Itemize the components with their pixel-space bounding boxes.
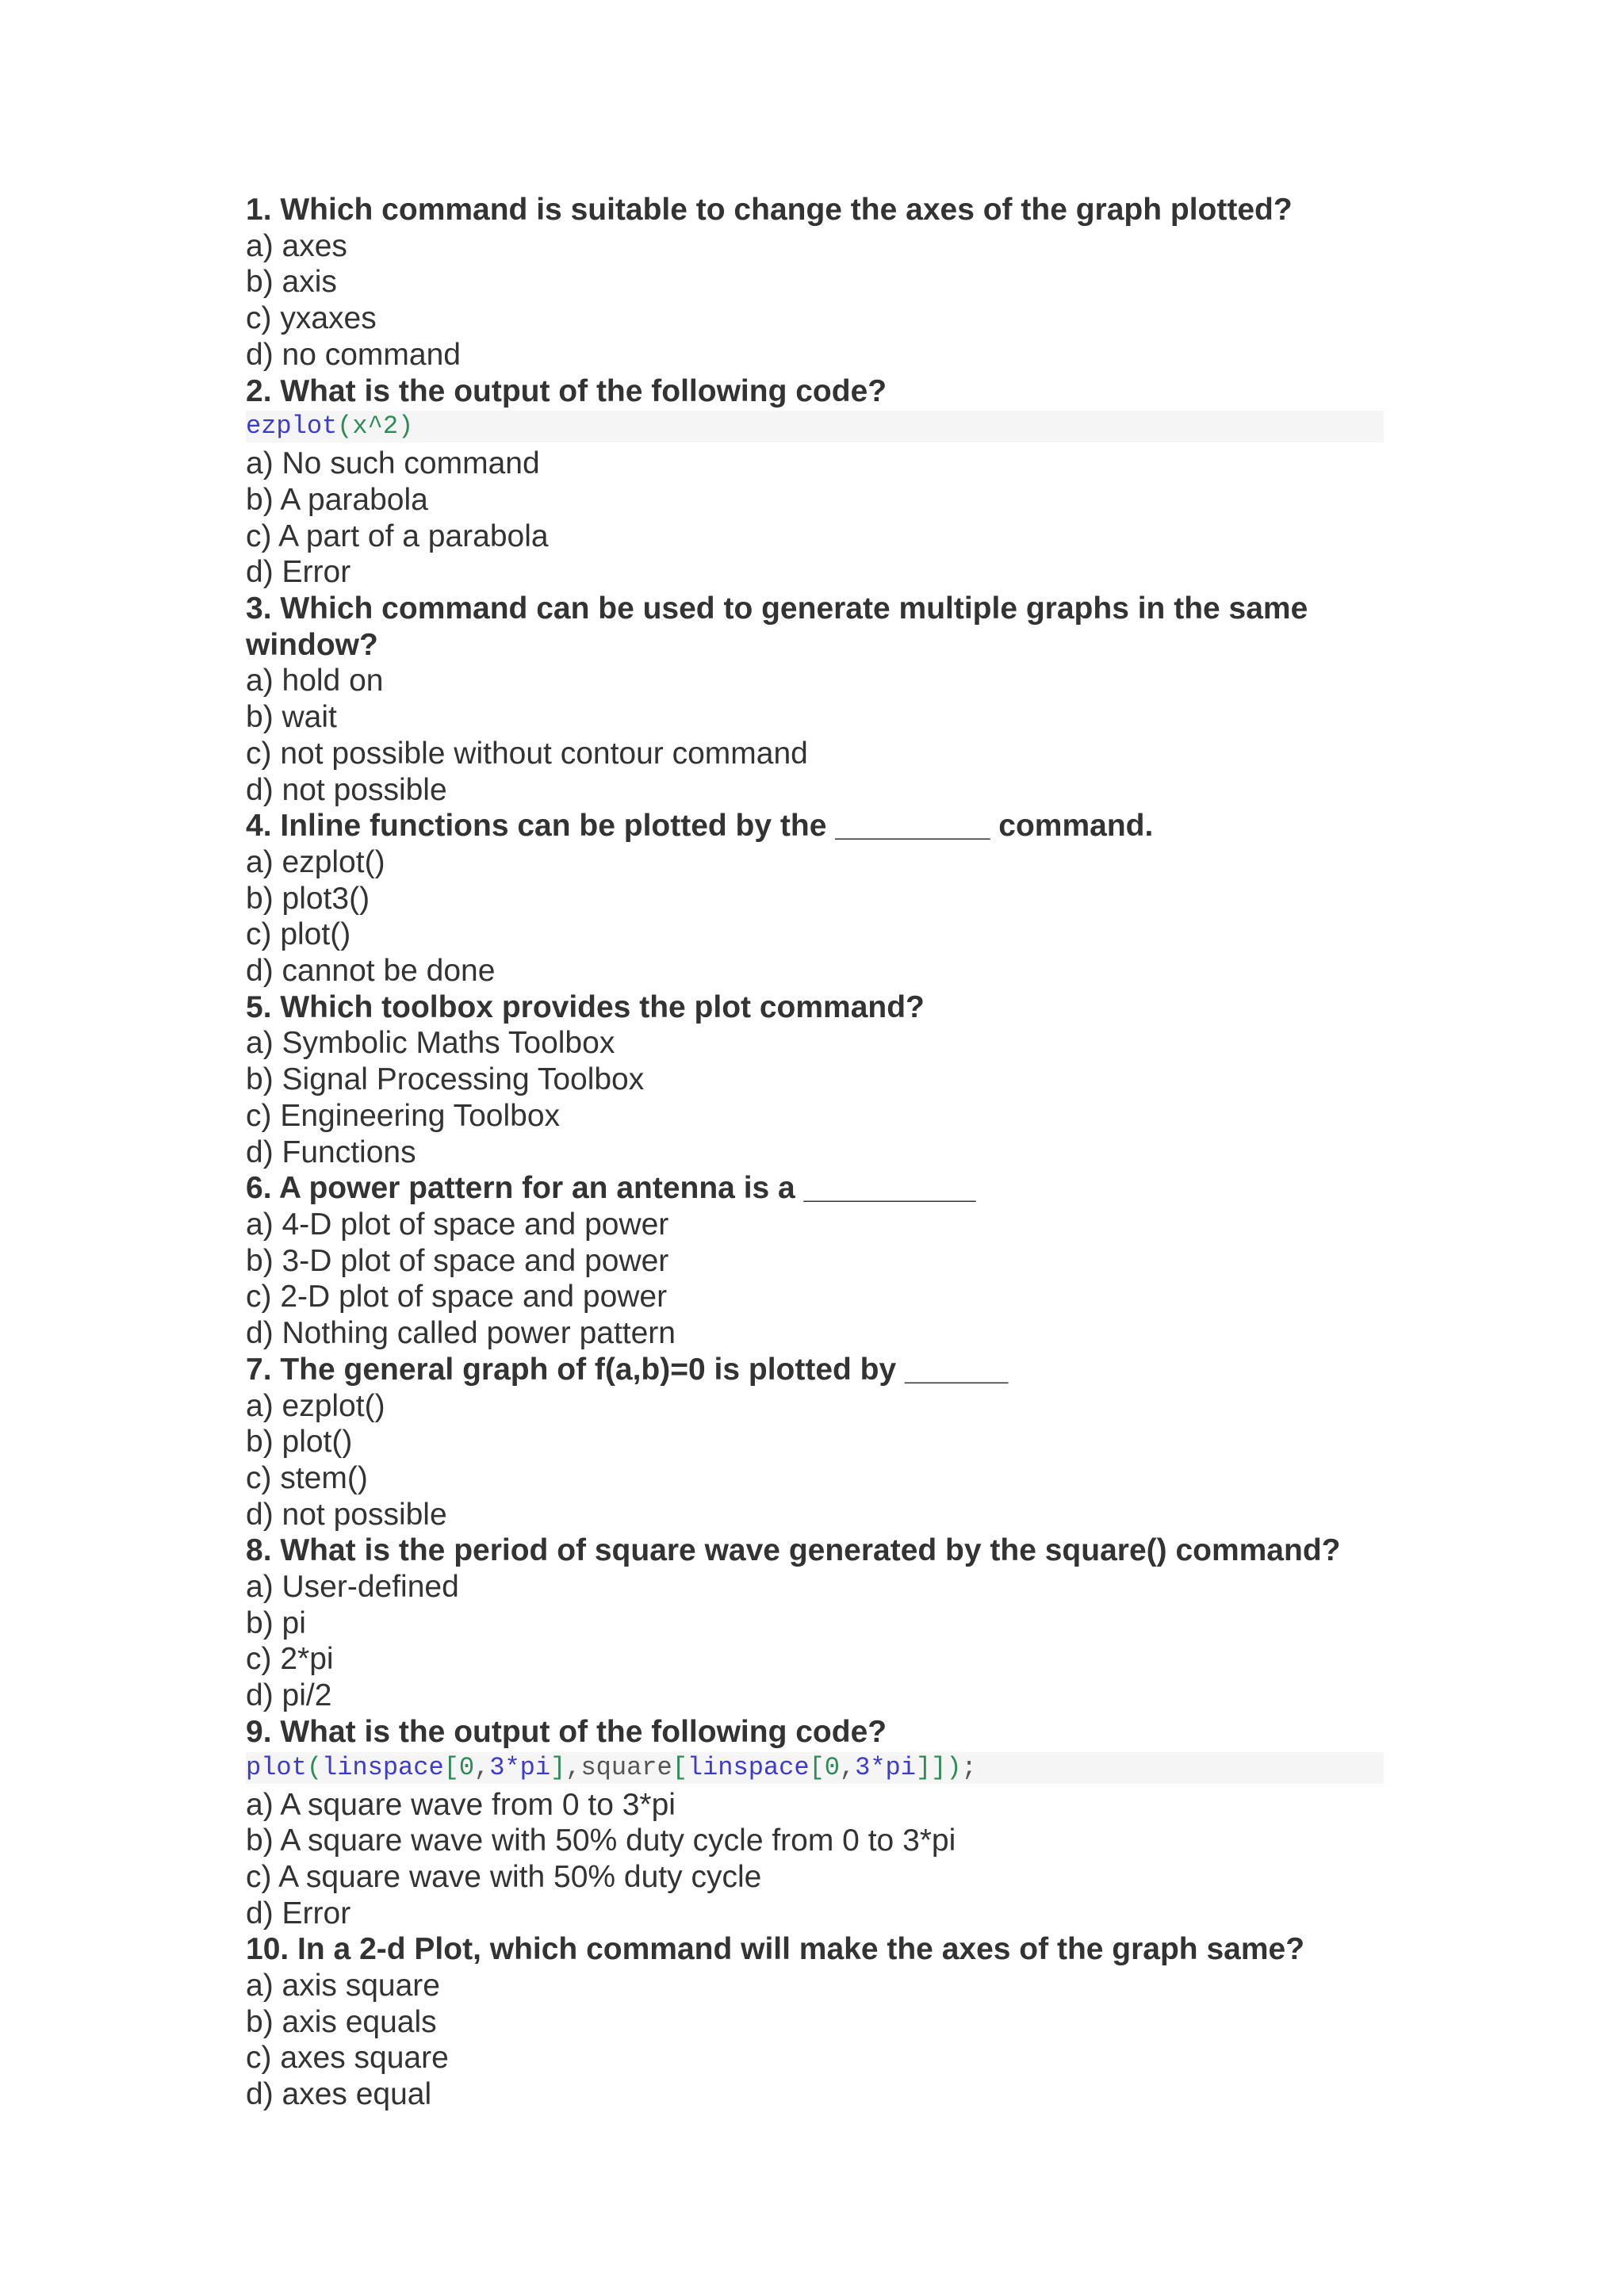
code-token: ( <box>306 1752 323 1782</box>
code-token: , <box>565 1752 581 1782</box>
question-3 <box>246 591 1384 808</box>
option-b: b) plot3() <box>246 881 370 916</box>
option-c: c) yxaxes <box>246 301 377 336</box>
question-title: 4. Inline functions can be plotted by the _________ command. <box>246 809 1154 844</box>
question-10 <box>246 1931 1384 2113</box>
code-token: 3*pi <box>855 1752 916 1782</box>
code-token: square <box>580 1752 672 1782</box>
option-a: a) A square wave from 0 to 3*pi <box>246 1787 676 1822</box>
code-token: [ <box>809 1752 825 1782</box>
option-b: b) A square wave with 50% duty cycle from 0 to 3*pi <box>246 1823 956 1858</box>
option-d: d) Nothing called power pattern <box>246 1316 676 1351</box>
option-d: d) not possible <box>246 772 447 807</box>
option-a: a) axes <box>246 228 347 263</box>
question-title: 6. A power pattern for an antenna is a __________ <box>246 1171 976 1206</box>
question-7 <box>246 1352 1384 1533</box>
option-b: b) 3-D plot of space and power <box>246 1243 669 1278</box>
option-a: a) hold on <box>246 664 384 698</box>
code-token: 0 <box>458 1752 475 1782</box>
code-snippet <box>246 411 1384 442</box>
option-c: c) Engineering Toolbox <box>246 1098 561 1133</box>
option-d: d) Error <box>246 555 351 590</box>
code-token: ] <box>915 1752 932 1782</box>
option-a: a) axis square <box>246 1969 440 2003</box>
question-1 <box>246 192 1384 373</box>
code-token: ezplot <box>246 411 338 442</box>
question-2 <box>246 373 1384 591</box>
question-8 <box>246 1533 1384 1714</box>
option-b: b) Signal Processing Toolbox <box>246 1062 645 1097</box>
option-c: c) A part of a parabola <box>246 519 549 553</box>
code-token: ] <box>931 1752 947 1782</box>
code-token: , <box>839 1752 856 1782</box>
question-4 <box>246 808 1384 989</box>
question-title: 8. What is the period of square wave generated by the square() command? <box>246 1533 1341 1568</box>
code-token: , <box>474 1752 490 1782</box>
option-d: d) pi/2 <box>246 1678 332 1713</box>
code-token: ] <box>550 1752 566 1782</box>
code-token: [ <box>443 1752 459 1782</box>
option-d: d) Error <box>246 1896 351 1931</box>
code-token: ; <box>961 1752 977 1782</box>
option-c: c) A square wave with 50% duty cycle <box>246 1859 762 1894</box>
option-c: c) not possible without contour command <box>246 736 808 771</box>
question-title-line-2: window? <box>246 627 378 662</box>
question-title: 5. Which toolbox provides the plot command? <box>246 989 925 1024</box>
quiz-document <box>246 192 1384 2113</box>
option-d: d) cannot be done <box>246 954 496 989</box>
code-snippet <box>246 1752 1384 1784</box>
question-title: 10. In a 2-d Plot, which command will make the axes of the graph same? <box>246 1932 1305 1967</box>
question-title-line-1: 3. Which command can be used to generate multiple graphs in the same <box>246 591 1308 626</box>
question-5 <box>246 989 1384 1171</box>
option-b: b) A parabola <box>246 482 428 517</box>
question-title: 9. What is the output of the following code? <box>246 1714 887 1749</box>
code-token: 3*pi <box>489 1752 551 1782</box>
option-b: b) wait <box>246 700 337 735</box>
option-a: a) 4-D plot of space and power <box>246 1207 669 1242</box>
code-token: 0 <box>824 1752 840 1782</box>
option-a: a) No such command <box>246 446 540 481</box>
option-d: d) not possible <box>246 1497 447 1532</box>
option-d: d) Functions <box>246 1135 416 1169</box>
option-c: c) stem() <box>246 1460 368 1495</box>
option-c: c) 2*pi <box>246 1642 334 1677</box>
question-title: 2. What is the output of the following code? <box>246 373 887 408</box>
option-b: b) axis equals <box>246 2004 437 2039</box>
question-title: 7. The general graph of f(a,b)=0 is plotted by ______ <box>246 1352 1009 1387</box>
option-b: b) axis <box>246 265 337 300</box>
code-token: linspace <box>687 1752 810 1782</box>
code-token: ( <box>337 411 353 442</box>
option-c: c) plot() <box>246 917 351 952</box>
option-a: a) ezplot() <box>246 1388 385 1423</box>
option-a: a) ezplot() <box>246 844 385 879</box>
code-token: linspace <box>322 1752 444 1782</box>
question-9 <box>246 1714 1384 1932</box>
question-6 <box>246 1170 1384 1352</box>
option-b: b) pi <box>246 1605 306 1640</box>
code-token: [ <box>672 1752 688 1782</box>
question-title: 1. Which command is suitable to change the axes of the graph plotted? <box>246 193 1293 227</box>
option-a: a) Symbolic Maths Toolbox <box>246 1026 615 1061</box>
code-token: ) <box>398 411 414 442</box>
code-token: plot <box>246 1752 307 1782</box>
option-c: c) 2-D plot of space and power <box>246 1280 668 1314</box>
code-token: x^2 <box>352 411 399 442</box>
option-a: a) User-defined <box>246 1570 459 1605</box>
option-d: d) no command <box>246 337 461 372</box>
option-c: c) axes square <box>246 2041 449 2076</box>
option-d: d) axes equal <box>246 2077 432 2112</box>
code-token: ) <box>946 1752 962 1782</box>
option-b: b) plot() <box>246 1425 353 1460</box>
